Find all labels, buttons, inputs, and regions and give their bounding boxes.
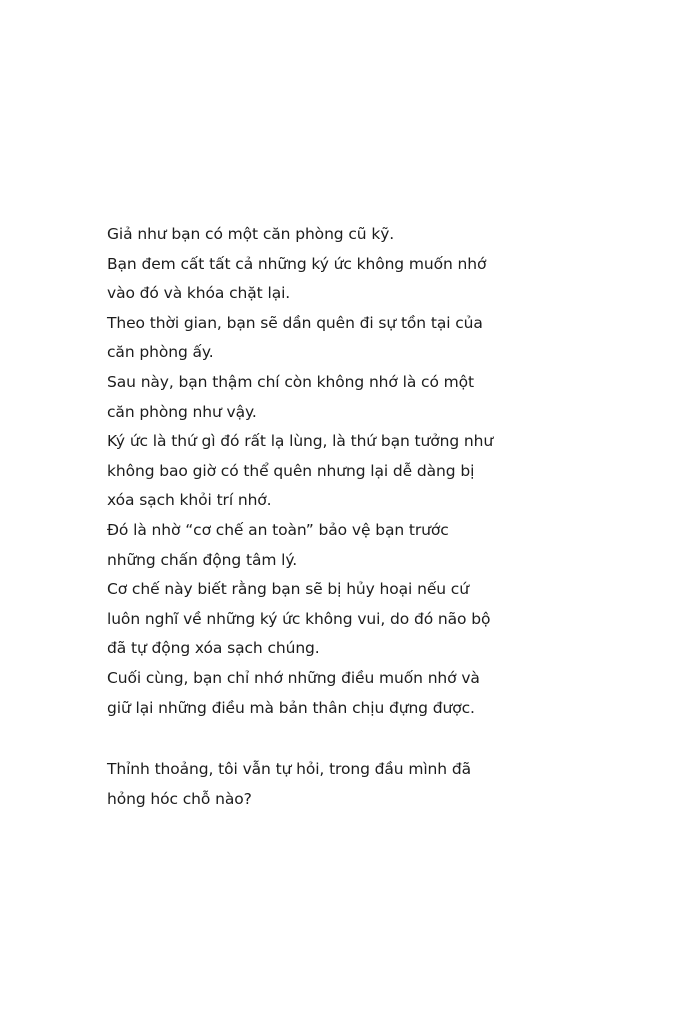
text-line: vào đó và khóa chặt lại.: [107, 284, 291, 303]
text-line: hỏng hóc chỗ nào?: [107, 789, 252, 808]
paragraph-closing: [107, 755, 577, 814]
text-line: những chấn động tâm lý.: [107, 550, 298, 569]
text-line: Bạn đem cất tất cả những ký ức không muốn nhớ: [107, 254, 487, 273]
text-line: Giả như bạn có một căn phòng cũ kỹ.: [107, 225, 395, 243]
text-line: căn phòng như vậy.: [107, 402, 257, 421]
text-line: giữ lại những điều mà bản thân chịu đựng được.: [107, 698, 475, 717]
text-line: xóa sạch khỏi trí nhớ.: [107, 491, 272, 510]
paragraph-main: [107, 220, 577, 723]
text-line: Đó là nhờ “cơ chế an toàn” bảo vệ bạn trước: [107, 520, 449, 539]
text-line: Theo thời gian, bạn sẽ dần quên đi sự tồn tại của: [107, 313, 483, 332]
text-line: Thỉnh thoảng, tôi vẫn tự hỏi, trong đầu mình đã: [107, 760, 471, 778]
text-line: Ký ức là thứ gì đó rất lạ lùng, là thứ bạn tưởng như: [107, 432, 494, 451]
text-line: không bao giờ có thể quên nhưng lại dễ dàng bị: [107, 461, 475, 480]
text-line: Sau này, bạn thậm chí còn không nhớ là có một: [107, 372, 475, 391]
text-line: căn phòng ấy.: [107, 343, 214, 362]
text-line: Cuối cùng, bạn chỉ nhớ những điều muốn nhớ và: [107, 668, 480, 687]
text-line: luôn nghĩ về những ký ức không vui, do đó não bộ: [107, 609, 491, 628]
text-line: đã tự động xóa sạch chúng.: [107, 639, 320, 658]
text-line: Cơ chế này biết rằng bạn sẽ bị hủy hoại nếu cứ: [107, 580, 469, 599]
